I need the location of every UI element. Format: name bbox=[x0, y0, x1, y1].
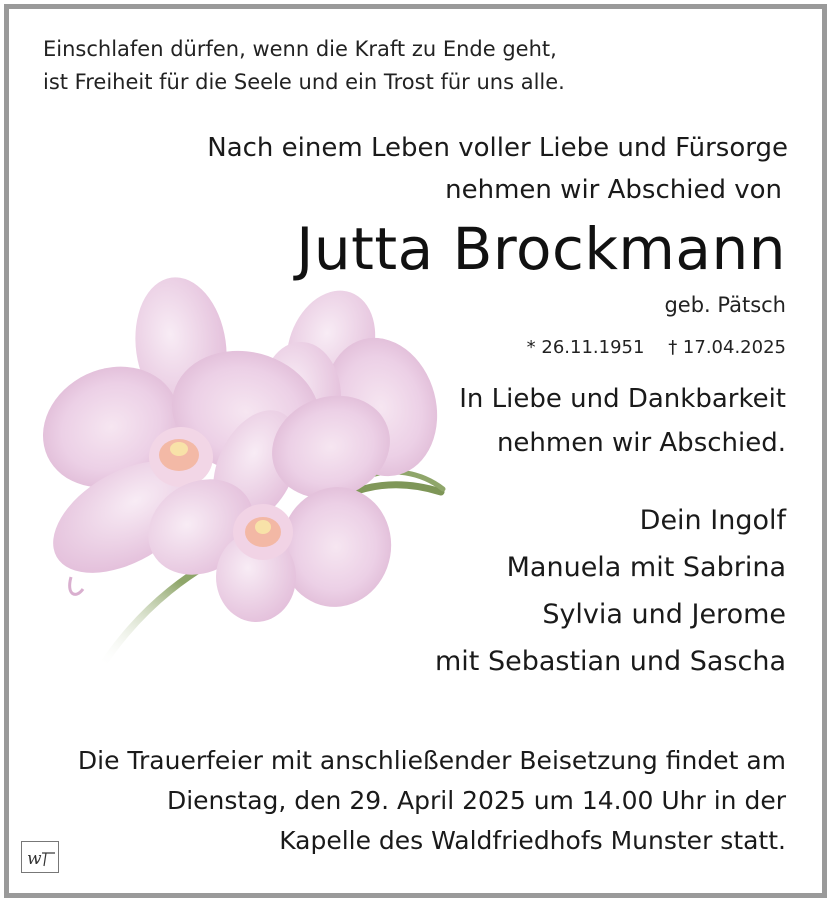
life-dates bbox=[527, 337, 786, 358]
obituary-card bbox=[4, 4, 827, 898]
family-list bbox=[435, 497, 786, 685]
intro-line-2: nehmen wir Abschied von bbox=[445, 175, 782, 205]
service-line-1: Die Trauerfeier mit anschließender Beisetzung findet am bbox=[77, 746, 786, 775]
motto-line-2: ist Freiheit für die Seele und ein Trost für uns alle. bbox=[43, 70, 565, 94]
family-member: mit Sebastian und Sascha bbox=[435, 646, 786, 677]
orchid-icon bbox=[31, 277, 471, 677]
family-member: Sylvia und Jerome bbox=[542, 599, 786, 630]
service-line-3: Kapelle des Waldfriedhofs Munster statt. bbox=[279, 826, 786, 855]
funeral-service-info bbox=[78, 741, 786, 861]
family-member: Dein Ingolf bbox=[639, 505, 786, 536]
service-line-2: Dienstag, den 29. April 2025 um 14.00 Uhr in der bbox=[166, 786, 786, 815]
birth-date: * 26.11.1951 bbox=[526, 337, 645, 358]
closing-line-2: nehmen wir Abschied. bbox=[496, 428, 786, 458]
deceased-name: Jutta Brockmann bbox=[296, 215, 786, 283]
closing-text bbox=[459, 377, 786, 465]
death-date: † 17.04.2025 bbox=[668, 337, 786, 358]
motto-text bbox=[43, 33, 565, 99]
closing-line-1: In Liebe und Dankbarkeit bbox=[459, 384, 786, 414]
publisher-logo-icon bbox=[21, 841, 59, 873]
intro-line-1: Nach einem Leben voller Liebe und Fürsorge bbox=[207, 133, 788, 163]
motto-line-1: Einschlafen dürfen, wenn die Kraft zu Ende geht, bbox=[43, 37, 557, 61]
family-member: Manuela mit Sabrina bbox=[506, 552, 786, 583]
svg-text:w: w bbox=[27, 849, 42, 869]
birth-name: geb. Pätsch bbox=[664, 293, 786, 317]
